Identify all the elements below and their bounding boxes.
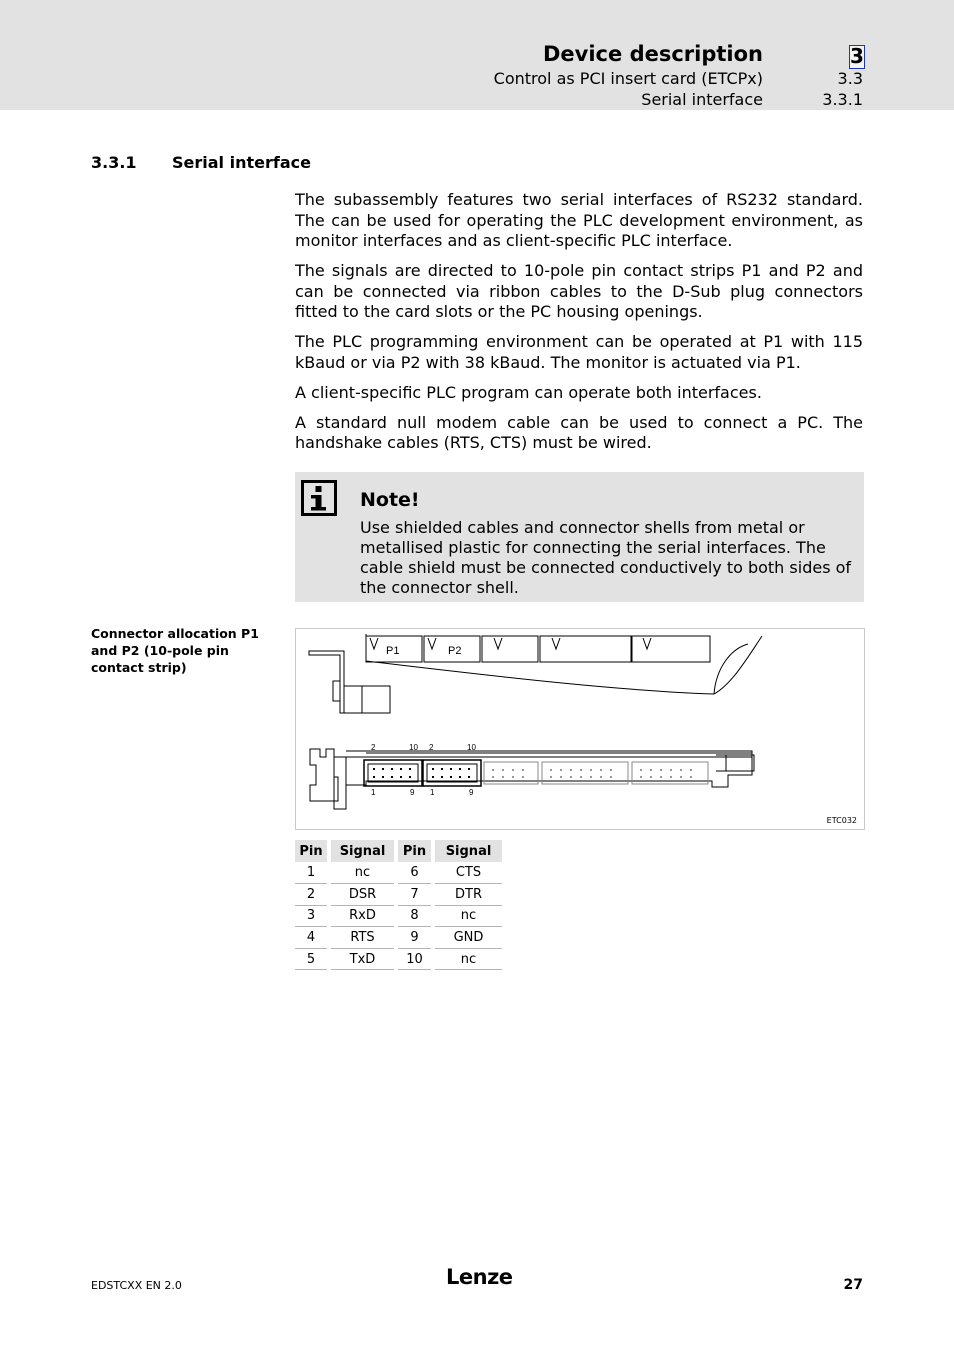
chapter-number-badge[interactable]: 3 [850, 44, 864, 68]
table-cell: RTS [329, 927, 396, 949]
pci-card-drawing [296, 629, 864, 829]
table-cell: DTR [433, 884, 502, 906]
table-cell: 4 [295, 927, 329, 949]
paragraph: A client-specific PLC program can operate both interfaces. [295, 382, 762, 402]
table-cell: 10 [396, 948, 433, 970]
section-number: 3.3.1 [91, 153, 137, 172]
note-text: Use shielded cables and connector shells from metal or metallised plastic for connecting the serial interfaces. The cable shield must be connected conductively to both sides of the connector shell. [360, 518, 852, 597]
table-cell: 2 [295, 884, 329, 906]
pin-label-2: 2 [429, 743, 434, 752]
figure-caption: Connector allocation P1 and P2 (10-pole pin contact strip) [91, 626, 259, 675]
pin-label-9: 9 [410, 788, 415, 797]
table-cell: RxD [329, 905, 396, 927]
table-row [295, 927, 502, 949]
table-cell: nc [433, 948, 502, 970]
lenze-logo: Lenze [446, 1265, 513, 1289]
pin-label-9: 9 [469, 788, 474, 797]
subsubsection-title: Serial interface [641, 90, 763, 109]
figure-code: ETC032 [826, 816, 857, 825]
connector-figure [295, 628, 865, 830]
pin-label-1: 1 [430, 788, 435, 797]
table-cell: 8 [396, 905, 433, 927]
page-number: 27 [843, 1277, 863, 1293]
column-header: Signal [433, 840, 502, 862]
pin-allocation-table [295, 840, 502, 970]
table-cell: nc [433, 905, 502, 927]
label-p2: P2 [448, 645, 462, 657]
table-cell: 6 [396, 862, 433, 884]
table-cell: 3 [295, 905, 329, 927]
table-row [295, 884, 502, 906]
table-row [295, 948, 502, 970]
pin-label-10: 10 [409, 743, 418, 752]
subsection-title: Control as PCI insert card (ETCPx) [493, 69, 763, 88]
pin-label-10: 10 [467, 743, 476, 752]
note-title: Note! [360, 489, 420, 511]
table-cell: 1 [295, 862, 329, 884]
table-cell: CTS [433, 862, 502, 884]
table-row [295, 905, 502, 927]
table-cell: TxD [329, 948, 396, 970]
info-icon [301, 480, 337, 520]
label-p1: P1 [386, 645, 400, 657]
pin-label-2: 2 [371, 743, 376, 752]
chapter-title: Device description [543, 42, 763, 66]
table-cell: 7 [396, 884, 433, 906]
paragraph: The signals are directed to 10-pole pin contact strips P1 and P2 and can be connected via ribbon cables to the D-Sub plug connectors fitted to the card slots or the PC housing openings. [295, 261, 863, 321]
column-header: Pin [295, 840, 329, 862]
section-title: Serial interface [172, 153, 311, 172]
subsubsection-number: 3.3.1 [822, 90, 863, 109]
table-cell: nc [329, 862, 396, 884]
subsection-number: 3.3 [837, 69, 863, 88]
paragraph: The subassembly features two serial interfaces of RS232 standard. The can be used for operating the PLC development environment, as monitor interfaces and as client-specific PLC interface. [295, 190, 863, 250]
table-header-row [295, 840, 502, 862]
table-cell: GND [433, 927, 502, 949]
table-cell: 5 [295, 948, 329, 970]
table-cell: 9 [396, 927, 433, 949]
table-row [295, 862, 502, 884]
table-cell: DSR [329, 884, 396, 906]
paragraph: A standard null modem cable can be used to connect a PC. The handshake cables (RTS, CTS) must be wired. [295, 412, 863, 452]
pin-label-1: 1 [371, 788, 376, 797]
header-band [0, 0, 954, 110]
column-header: Pin [396, 840, 433, 862]
body-text [295, 190, 863, 463]
column-header: Signal [329, 840, 396, 862]
document-id: EDSTCXX EN 2.0 [91, 1279, 182, 1292]
note-box [295, 472, 864, 602]
paragraph: The PLC programming environment can be operated at P1 with 115 kBaud or via P2 with 38 kBaud. The monitor is actuated via P1. [295, 332, 863, 372]
